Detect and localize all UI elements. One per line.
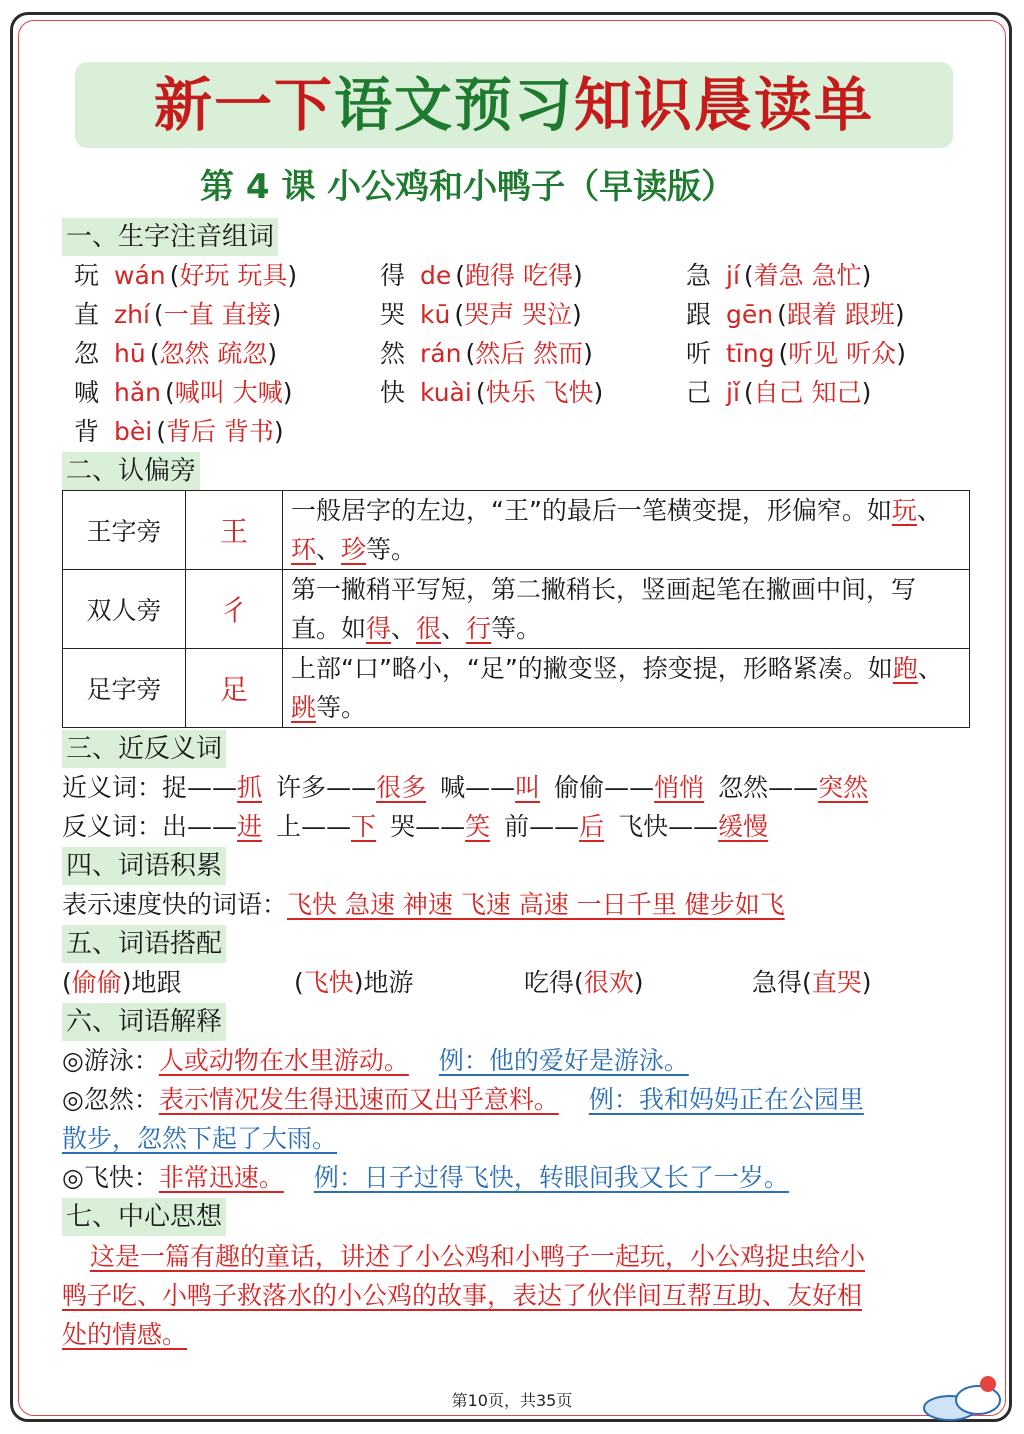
central-line-3: 处的情感。 [62,1320,188,1349]
char-pinyin: bèi [114,417,153,446]
char-entry: 己 jǐ (自己 知己) [686,374,871,412]
page-number: 第10页，共35页 [451,1391,573,1410]
radical-name: 双人旁 [63,570,186,649]
collocation-fill: 偷偷 [71,968,122,997]
synonyms-word: 捉 [162,773,188,802]
collocation-item: (偷偷)地跟 [62,968,182,997]
char-pinyin: hū [114,339,146,368]
synonyms-answer: 很多 [376,773,427,802]
char-pinyin: zhí [114,300,150,329]
char-words: 自己 知己 [753,378,862,407]
char-words: 喊叫 大喊 [174,378,283,407]
explain-definition: 表示情况发生得迅速而又出乎意料。 [158,1085,559,1114]
char-glyph: 己 [686,378,712,407]
synonyms-answer: 突然 [818,773,869,802]
char-words: 背后 背书 [165,417,274,446]
char-pinyin: rán [420,339,462,368]
synonyms-word: 偷偷 [554,773,605,802]
char-glyph: 喊 [74,378,100,407]
antonyms-answer: 后 [579,812,605,841]
antonyms-answer: 缓慢 [718,812,769,841]
radical-example: 跳 [291,693,317,722]
char-words: 快乐 飞快 [485,378,594,407]
antonyms-answer: 下 [351,812,377,841]
char-pinyin: gēn [726,300,774,329]
central-line-1: 这是一篇有趣的童话，讲述了小公鸡和小鸭子一起玩，小公鸡捉虫给小 [90,1242,866,1271]
char-words: 然后 然而 [475,339,584,368]
radical-desc: 上部“口”略小，“足”的撇变竖，捺变提，形略紧凑。如跑、跳等。 [283,649,970,728]
radical-name: 足字旁 [63,649,186,728]
char-entry: 玩 wán (好玩 玩具) [74,257,297,295]
char-entry: 哭 kū (哭声 哭泣) [380,296,582,334]
collocation-fill: 直哭 [811,968,862,997]
char-glyph: 得 [380,261,406,290]
section-heading-4: 四、词语积累 [62,847,226,885]
explain-row-1 [62,1042,689,1080]
explain-row-3 [62,1159,789,1197]
radical-example: 珍 [341,535,367,564]
radical-desc: 第一撇稍平写短，第二撇稍长，竖画起笔在撇画中间，写直。如得、很、行等。 [283,570,970,649]
radical-row [63,570,970,649]
section-heading-1: 一、生字注音组词 [62,218,278,256]
explain-row-2 [62,1081,864,1119]
char-words: 忽然 疏忽 [159,339,268,368]
synonyms-word: 喊 [440,773,466,802]
char-entry: 听 tīng (听见 听众) [686,335,906,373]
title-part-3: 知识晨读单 [574,71,875,139]
char-entry: 急 jí (着急 急忙) [686,257,871,295]
accumulate-words: 飞快 急速 神速 飞速 高速 一日千里 健步如飞 [287,890,785,919]
synonyms-word: 忽然 [718,773,769,802]
char-words: 着急 急忙 [753,261,862,290]
collocation-item: (飞快)地游 [294,968,414,997]
char-words: 好玩 玩具 [179,261,288,290]
radical-example: 玩 [891,496,917,525]
section-heading-2: 二、认偏旁 [62,452,200,490]
explain-example-cont: 散步，忽然下起了大雨。 [62,1124,338,1153]
char-pinyin: tīng [726,339,775,368]
antonyms-word: 前 [504,812,530,841]
explain-row-2b [62,1120,337,1158]
radical-name: 王字旁 [63,491,186,570]
title-part-1: 新一下 [153,71,334,139]
char-entry: 背 bèi (背后 背书) [74,413,284,451]
radical-row [63,649,970,728]
char-words: 跑得 吃得 [465,261,573,290]
radical-example: 很 [416,614,442,643]
collocation-item: 吃得(很欢) [524,968,644,997]
accumulate-row [62,886,799,924]
explain-example: 例：日子过得飞快，转眼间我又长了一岁。 [313,1163,789,1192]
section-heading-6: 六、词语解释 [62,1003,226,1041]
char-pinyin: kū [420,300,451,329]
char-pinyin: jí [726,261,740,290]
radical-desc: 一般居字的左边，“王”的最后一笔横变提，形偏窄。如玩、环、珍等。 [283,491,970,570]
char-entry: 直 zhí (一直 直接) [74,296,281,334]
explain-word: ◎飞快： [62,1163,159,1192]
section-heading-5: 五、词语搭配 [62,925,226,963]
char-entry: 跟 gēn (跟着 跟班) [686,296,905,334]
char-words: 哭声 哭泣 [464,300,573,329]
explain-example: 例：他的爱好是游泳。 [438,1046,689,1075]
char-words: 跟着 跟班 [786,300,895,329]
char-pinyin: de [420,261,452,290]
radical-example: 行 [466,614,492,643]
char-pinyin: wán [114,261,166,290]
radical-example: 跑 [892,654,918,683]
char-pinyin: jǐ [726,378,740,407]
char-glyph: 急 [686,261,712,290]
radical-glyph: 足 [186,649,283,728]
char-entry: 然 rán (然后 然而) [380,335,593,373]
collocation-item: 急得(直哭) [752,968,872,997]
radical-example: 环 [291,535,317,564]
char-entry: 忽 hū (忽然 疏忽) [74,335,277,373]
char-words: 一直 直接 [163,300,272,329]
collocation-fill: 很欢 [583,968,634,997]
char-entry: 喊 hǎn (喊叫 大喊) [74,374,293,412]
char-glyph: 直 [74,300,100,329]
explain-word: ◎游泳： [62,1046,159,1075]
title-part-2: 语文预习 [333,71,574,139]
antonyms-word: 出 [162,812,188,841]
char-glyph: 快 [380,378,406,407]
char-pinyin: kuài [420,378,472,407]
antonyms-word: 飞快 [618,812,669,841]
char-glyph: 忽 [74,339,100,368]
antonyms-answer: 进 [237,812,263,841]
section-heading-3: 三、近反义词 [62,730,226,768]
char-glyph: 哭 [380,300,406,329]
synonyms-label: 近义词： [62,773,163,802]
antonyms-label: 反义词： [62,812,163,841]
radical-glyph: 彳 [186,570,283,649]
char-words: 听见 听众 [788,339,897,368]
char-glyph: 然 [380,339,406,368]
accumulate-label: 表示速度快的词语： [62,890,288,919]
page-title [75,62,953,148]
antonyms-word: 上 [276,812,302,841]
explain-definition: 人或动物在水里游动。 [158,1046,409,1075]
lesson-subtitle: 第 4 课 小公鸡和小鸭子（早读版） [200,167,736,207]
explain-word: ◎忽然： [62,1085,159,1114]
radicals-table [62,490,970,728]
antonyms-word: 哭 [390,812,416,841]
char-glyph: 跟 [686,300,712,329]
synonyms-answer: 悄悄 [654,773,705,802]
char-pinyin: hǎn [114,378,162,407]
synonyms-answer: 抓 [237,773,263,802]
synonyms-row: 近义词：捉——抓 许多——很多 喊——叫 偷偷——悄悄 忽然——突然 [62,773,869,802]
char-entry: 快 kuài (快乐 飞快) [380,374,603,412]
char-entry: 得 de (跑得 吃得) [380,257,583,295]
char-glyph: 玩 [74,261,100,290]
antonyms-row: 反义词：出——进 上——下 哭——笑 前——后 飞快——缓慢 [62,812,769,841]
section-heading-7: 七、中心思想 [62,1198,226,1236]
char-glyph: 背 [74,417,100,446]
radical-example: 得 [366,614,392,643]
collocation-fill: 飞快 [303,968,354,997]
synonyms-answer: 叫 [515,773,541,802]
explain-example: 例：我和妈妈正在公园里 [588,1085,864,1114]
antonyms-answer: 笑 [465,812,491,841]
central-line-2: 鸭子吃、小鸭子救落水的小公鸡的故事，表达了伙伴间互帮互助、友好相 [62,1281,863,1310]
synonyms-word: 许多 [276,773,327,802]
radical-row [63,491,970,570]
radical-glyph: 王 [186,491,283,570]
char-glyph: 听 [686,339,712,368]
explain-definition: 非常迅速。 [158,1163,284,1192]
